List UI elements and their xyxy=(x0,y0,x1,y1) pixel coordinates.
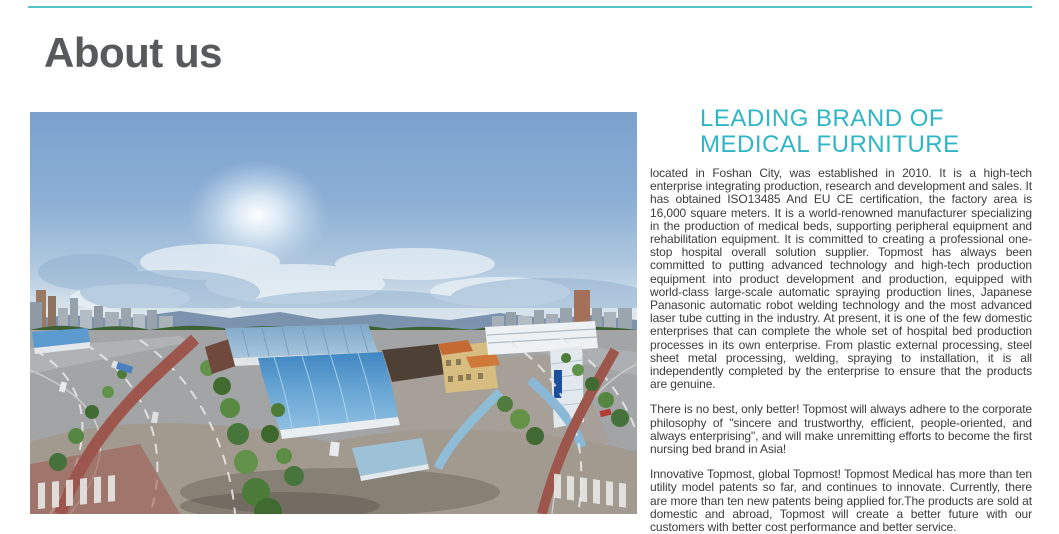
factory-panorama-graphic xyxy=(30,112,637,514)
about-paragraph-company: located in Foshan City, was established in 2010. It is a high-tech enterprise integrating production, research and development and sales. It has obtained ISO13485 And EU CE certification, the factory area is 16,000 square meters. It is a world-renowned manufacturer specializing in the production of medical beds, supporting peripheral equipment and rehabilitation equipment. It is committed to creating a professional one-stop hospital overall solution supplier. Topmost has always been committed to putting advanced technology and high-tech production equipment into product development and production, equipped with world-class large-scale automatic spraying production lines, Japanese Panasonic automatic robot welding technology and the most advanced laser tube cutting in the industry. At present, it is one of the few domestic enterprises that can complete the whole set of hospital bed production processes in its own enterprise. From plastic external processing, steel sheet metal processing, welding, spraying to installation, it is all independently completed by the enterprise to ensure that the products are genuine. xyxy=(650,166,1032,392)
factory-panorama-image xyxy=(30,112,637,514)
about-text-column xyxy=(650,106,1032,534)
section-heading-line1: LEADING BRAND OF xyxy=(700,105,945,132)
section-heading xyxy=(700,106,1032,158)
top-divider xyxy=(28,6,1032,8)
page-title: About us xyxy=(44,29,222,76)
section-heading-line2: MEDICAL FURNITURE xyxy=(700,131,960,158)
about-paragraph-philosophy: There is no best, only better! Topmost will always adhere to the corporate philosophy of "sincere and trustworthy, efficient, people-oriented, and always enterprising", and will make unremitting efforts to become the first nursing bed brand in Asia! xyxy=(650,402,1032,457)
about-paragraph-innovation: Innovative Topmost, global Topmost! Topmost Medical has more than ten utility model patents so far, and continues to innovate. Currently, there are more than ten new patents being applied for.The products are sold at domestic and abroad, Topmost will create a better future with our customers with better cost performance and better service. xyxy=(650,467,1032,534)
